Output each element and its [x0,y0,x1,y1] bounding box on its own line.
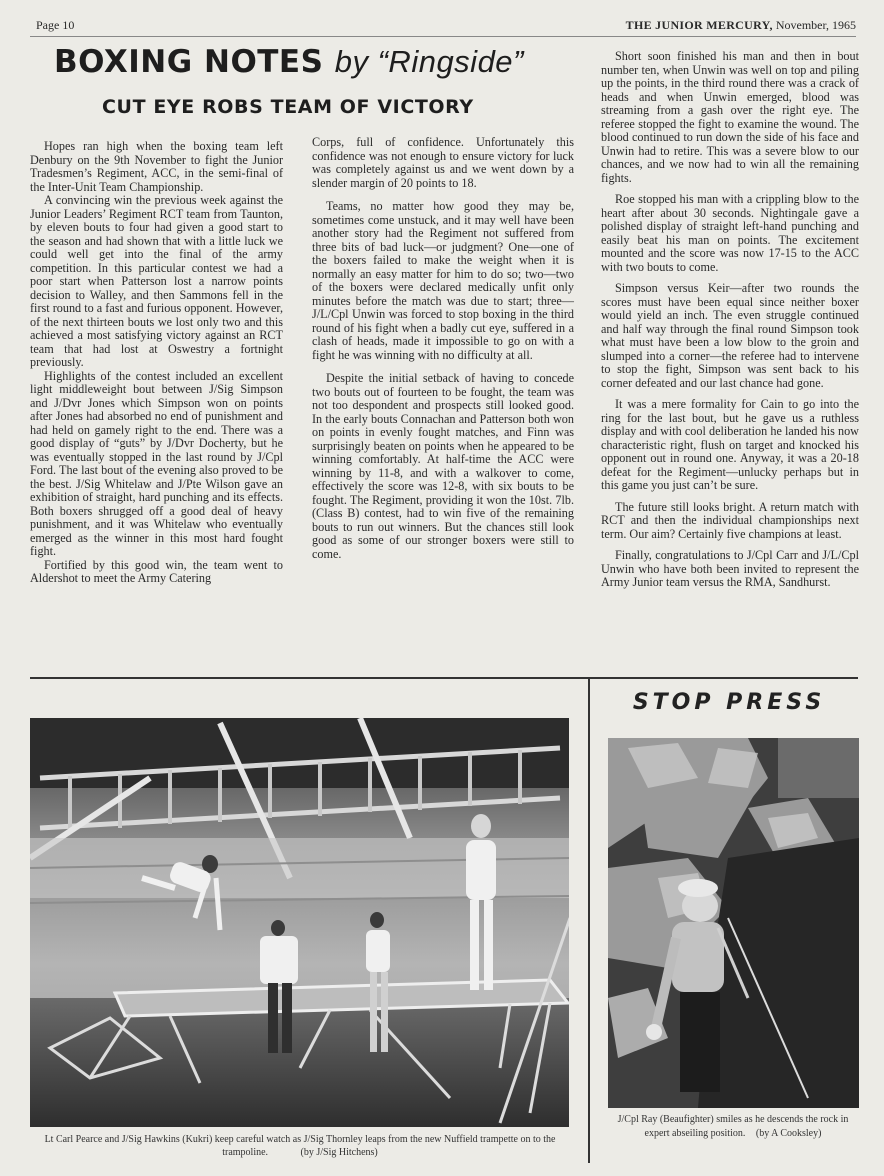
paragraph: Roe stopped his man with a crippling blow to the heart after about 30 seconds. Nightingale gave a polished display of straight left-hand punching and easily beat his man on points. The excitement mounted and the score was now 17-15 to the ACC with two bouts to come. [601,192,859,274]
paragraph: Highlights of the contest included an excellent light middleweight bout between J/Sig Simpson and J/Dvr Jones which Simpson won on points after Jones had absorbed no end of punishment and had held on gamely right to the end. There was a good display of “guts” by J/Dvr Docherty, but he was eventually stopped in the last round by J/Cpl Ford. The last bout of the evening also proved to be the best. J/Sig Whitelaw and J/Pte Wilson gave an exhibition of straight, hard punching and its effects. Both boxers shrugged off a good deal of heavy punishment, and it was Whitelaw who eventually emerged as the winner in this most hard fought fight. [30,368,283,558]
abseiling-photo-image [608,738,859,1108]
paragraph: Finally, congratulations to J/Cpl Carr and J/L/Cpl Unwin who have both been invited to represent the Army Junior team versus the RMA, Sandhurst. [601,548,859,589]
photo-credit: (by A Cooksley) [755,1128,822,1139]
header-divider [30,36,856,37]
abseiling-photo-caption [604,1113,862,1141]
page-header [36,18,856,38]
photo-credit: (by J/Sig Hitchens) [300,1147,378,1158]
masthead [626,18,856,33]
paragraph: A convincing win the previous week against the Junior Leaders’ Regiment RCT team from Taunton, by eleven bouts to four had given a good start to the season and had shown that with a little luck we could well get into the final of the army competition. In this particular contest we had a poor start when Patterson lost a narrow points decision to Walley, and then Sammons fell in the first round to a fast and furious opponent. However, of the next thirteen bouts we lost only two and this achieved a most satisfying victory against an RCT team that had lost at Oswestry a fortnight previously. [30,193,283,369]
article-subheadline: CUT EYE ROBS TEAM OF VICTORY [102,96,474,118]
headline-main: BOXING NOTES [54,44,324,80]
masthead-title: THE JUNIOR MERCURY, [625,18,773,32]
paragraph: Fortified by this good win, the team went to Aldershot to meet the Army Catering [30,557,283,585]
article-column-1 [30,140,283,586]
article-headline [54,44,564,80]
paragraph: It was a mere formality for Cain to go into the ring for the last bout, but he gave us a ruthless display and with cool deliberation he landed his now characteristic right, flush on target and knocked his opponent out in round one. Anyway, it was a 20-18 defeat for the Regiment—unlucky perhaps but in this game you just can’t be sure. [601,397,859,492]
caption-text: J/Cpl Ray (Beaufighter) smiles as he descends the rock in expert abseiling position. [617,1114,849,1139]
paragraph: Despite the initial setback of having to concede two bouts out of fourteen to be fought, the team was not too despondent and prospects still looked good. In the early bouts Connachan and Patterson both won on points in evenly fought matches, and Finn was surprisingly beaten on points when he appeared to be winning comfortably. At half-time the ACC were winning by 11-8, and with a walkover to come, effectively the score was 12-8, with six bouts to be fought. The Regiment, providing it won the 10st. 7lb. (Class B) contest, had to win five of the remaining bouts to run out winners. But the chances still look good as some of our stronger boxers were still to come. [312,371,574,561]
page-number: Page 10 [36,18,75,32]
photo-trampoline-gym [30,718,569,1127]
stop-press-title: STOP PRESS [632,690,826,715]
paragraph: The future still looks bright. A return match with RCT and then the individual championships next term. Our aim? Certainly five champions at least. [601,499,859,541]
trampoline-photo-caption [30,1133,570,1159]
masthead-date: November, 1965 [775,18,856,32]
trampoline-photo-image [30,718,569,1127]
article-column-3 [601,50,859,598]
paragraph: Hopes ran high when the boxing team left Denbury on the 9th November to fight the Junior Tradesmen’s Regiment, ACC, in the semi-final of the Inter-Unit Team Championship. [30,139,283,194]
photo-abseiling-rock [608,738,859,1108]
caption-text: Lt Carl Pearce and J/Sig Hawkins (Kukri) keep careful watch as J/Sig Thornley leaps from the new Nuffield trampette on to the trampoline. [44,1134,556,1158]
headline-byline: by “Ringside” [334,44,524,79]
section-divider [30,677,858,679]
paragraph: Teams, no matter how good they may be, sometimes come unstuck, and it may well have been another story had the Regiment not suffered from three bits of bad luck—or judgment? One—one of the boxers failed to make the weight when it is normally an easy matter for him to do so; two—two of the boxers were declared medically unfit only minutes before the match was due to start; three—J/L/Cpl Unwin was forced to stop boxing in the third round of his fight when a badly cut eye, suffered in a clash of heads, made it impossible to go on with a fight he was winning with no difficulty at all. [312,199,574,362]
paragraph: Simpson versus Keir—after two rounds the scores must have been equal since neither boxer would yield an inch. The even struggle continued and half way through the final round Simpson took what must have been a low blow to the groin and slumped into a corner—the referee had to intervene to stop the fight, Simpson was sent back to his corner defeated and our last chance had gone. [601,281,859,390]
column-divider [588,677,590,1163]
paragraph: Corps, full of confidence. Unfortunately this confidence was not enough to ensure victory for luck was completely against us and we went down by a slender margin of 20 points to 18. [312,135,574,190]
paragraph: Short soon finished his man and then in bout number ten, when Unwin was well on top and piling up the points, in the third round there was a crack of heads and when Unwin emerged, blood was streaming from a gash over the right eye. The referee stopped the fight to examine the wound. The blood continued to run down the side of his face and Unwin had to retire. This was a severe blow to our chances, and we now had to win all the remaining fights. [601,49,859,185]
article-column-2 [312,136,574,571]
